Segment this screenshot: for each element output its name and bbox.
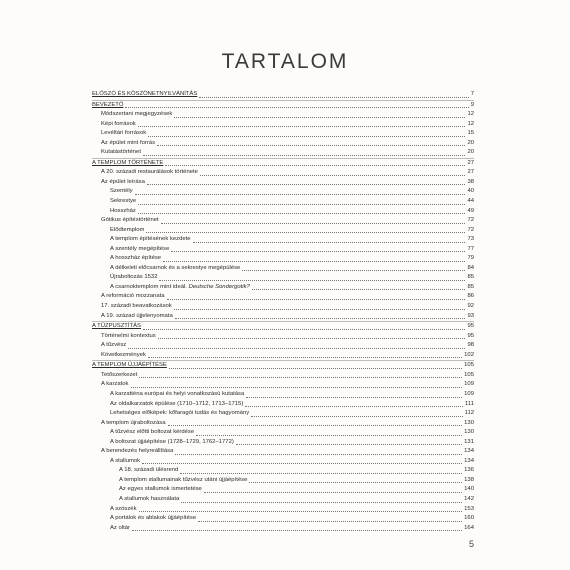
dot-leader <box>236 444 462 445</box>
toc-entry-title: Tetőszerkezet <box>101 371 138 378</box>
toc-entry-page: 27 <box>467 169 474 176</box>
toc-entry[interactable] <box>92 514 474 524</box>
toc-section-entry[interactable] <box>92 101 474 111</box>
toc-entry[interactable] <box>92 129 474 139</box>
toc-entry-page: 109 <box>464 390 474 397</box>
toc-entry-page: 134 <box>464 457 474 464</box>
dot-leader <box>242 270 465 271</box>
toc-entry[interactable] <box>92 332 474 342</box>
dot-leader <box>128 348 465 349</box>
toc-entry[interactable] <box>92 139 474 149</box>
toc-entry[interactable] <box>92 226 474 236</box>
dot-leader <box>158 338 466 339</box>
toc-entry-title: A stallumok <box>110 457 141 464</box>
toc-entry[interactable] <box>92 273 474 283</box>
toc-entry[interactable] <box>92 283 474 293</box>
toc-entry-title: Újraboltozás 1532 <box>110 274 158 281</box>
toc-entry-page: 142 <box>464 495 474 502</box>
toc-entry[interactable] <box>92 409 474 419</box>
dot-leader <box>246 397 462 398</box>
toc-entry[interactable] <box>92 390 474 400</box>
toc-entry[interactable] <box>92 371 474 381</box>
toc-entry-title: A szószék <box>110 505 137 512</box>
toc-entry-title: A tűzvész <box>101 342 127 349</box>
toc-entry-title: Sekrestye <box>110 198 137 205</box>
dot-leader <box>251 416 462 417</box>
toc-entry[interactable] <box>92 178 474 188</box>
toc-entry-page: 131 <box>464 438 474 445</box>
toc-entry[interactable] <box>92 254 474 264</box>
toc-entry[interactable] <box>92 341 474 351</box>
page-title: TARTALOM <box>221 50 349 73</box>
toc-entry-page: 86 <box>467 293 474 300</box>
toc-entry-page: 130 <box>464 429 474 436</box>
toc-entry-title: A hosszház építése <box>110 255 162 262</box>
toc-entry[interactable] <box>92 187 474 197</box>
toc-entry[interactable] <box>92 505 474 515</box>
toc-entry-page: 92 <box>467 303 474 310</box>
toc-entry-title: Az oltár <box>110 524 130 531</box>
dot-leader <box>163 261 465 262</box>
toc-entry-title: Gótikus építéstörténet <box>101 217 159 224</box>
toc-entry[interactable] <box>92 148 474 158</box>
toc-entry-page: 77 <box>467 245 474 252</box>
toc-entry-page: 105 <box>464 371 474 378</box>
toc-entry-page: 49 <box>467 207 474 214</box>
dot-leader <box>181 502 462 503</box>
toc-entry-page: 72 <box>467 217 474 224</box>
toc-entry-title: Elődtemplom <box>110 226 145 233</box>
toc-entry-page: 38 <box>467 178 474 185</box>
toc-entry-title: Lehetséges előképek: kőfaragói tudás és hagyomány <box>110 410 250 417</box>
toc-entry-page: 85 <box>467 283 474 290</box>
page-number: 5 <box>469 539 475 549</box>
dot-leader <box>159 280 465 281</box>
toc-entry[interactable] <box>92 419 474 429</box>
toc-entry-page: 134 <box>464 448 474 455</box>
dot-leader <box>169 368 462 369</box>
toc-entry-title: Az oldalkarzatok épülése (1710–1712, 1713–1715) <box>110 400 244 407</box>
toc-entry-page: 85 <box>467 274 474 281</box>
toc-entry-page: 153 <box>464 505 474 512</box>
toc-entry[interactable] <box>92 438 474 448</box>
toc-entry[interactable] <box>92 380 474 390</box>
toc-entry-title: Kutatástörténet <box>101 149 141 156</box>
toc-entry-page: 15 <box>467 130 474 137</box>
dot-leader <box>148 357 462 358</box>
dot-leader <box>175 318 466 319</box>
toc-entry[interactable] <box>92 400 474 410</box>
toc-entry-page: 130 <box>464 419 474 426</box>
toc-entry-page: 40 <box>467 188 474 195</box>
toc-entry-title: Az egyes stallumok ismertetése <box>119 486 202 493</box>
toc-entry-title: A stallumok használata <box>119 495 180 502</box>
dot-leader <box>135 194 466 195</box>
toc-entry-page: 102 <box>464 351 474 358</box>
toc-entry-title: Módszertani megjegyzések <box>101 111 173 118</box>
dot-leader <box>252 289 466 290</box>
toc-entry-page: 27 <box>467 159 474 166</box>
toc-section-entry[interactable] <box>92 361 474 371</box>
toc-entry-title: A 20. századi restaurálások története <box>101 169 198 176</box>
toc-entry[interactable] <box>92 207 474 217</box>
dot-leader <box>139 511 463 512</box>
toc-entry-title: A karzatok <box>101 381 129 388</box>
toc-entry[interactable] <box>92 466 474 476</box>
toc-entry[interactable] <box>92 302 474 312</box>
toc-entry-title: A berendezés helyreállítása <box>101 448 174 455</box>
toc-section-entry[interactable] <box>92 322 474 332</box>
toc-entry[interactable] <box>92 197 474 207</box>
toc-entry-title: A portálok és ablakok újjáépítése <box>110 515 197 522</box>
toc-entry-title: A templom újraboltozása <box>101 419 166 426</box>
dot-leader <box>174 309 466 310</box>
dot-leader <box>249 482 462 483</box>
toc-entry-page: 140 <box>464 486 474 493</box>
dot-leader <box>245 406 463 407</box>
toc-entry-title: A szentély megépítése <box>110 245 170 252</box>
toc-entry-title: A karzatténa európai és helyi vonatkozású kutatása <box>110 390 245 397</box>
toc-entry-title: BEVEZETŐ <box>92 101 124 108</box>
toc-entry-title: A tűzvész előtti boltozat kérdése <box>110 429 195 436</box>
toc-entry-title: 17. századi beavatkozások <box>101 303 172 310</box>
toc-entry[interactable] <box>92 292 474 302</box>
toc-entry-title-italic: Deutsche Sondergotik? <box>188 283 250 290</box>
dot-leader <box>148 136 465 137</box>
toc-entry-page: 95 <box>467 323 474 330</box>
dot-leader <box>200 175 466 176</box>
dot-leader <box>175 454 462 455</box>
toc-entry-title: A csarnoktemplom mint ideál. Deutsche Sondergotik? <box>110 283 250 290</box>
toc-entry-page: 9 <box>470 101 474 108</box>
dot-leader <box>146 232 465 233</box>
toc-entry-page: 72 <box>467 226 474 233</box>
dot-leader <box>138 204 465 205</box>
toc-entry[interactable] <box>92 168 474 178</box>
toc-entry-title: A TŰZPUSZTÍTÁS <box>92 323 141 330</box>
dot-leader <box>161 223 466 224</box>
toc-entry-page: 164 <box>464 524 474 531</box>
toc-entry[interactable] <box>92 264 474 274</box>
toc-entry-page: 112 <box>464 410 474 417</box>
toc-entry-title: A templom stallumainak tűzvész utáni újjáépítése <box>119 476 248 483</box>
toc-entry-page: 79 <box>467 255 474 262</box>
toc-entry-page: 20 <box>467 139 474 146</box>
dot-leader <box>147 184 466 185</box>
toc-entry-title: A 19. század újjelenyomata <box>101 312 173 319</box>
toc-entry[interactable] <box>92 476 474 486</box>
dot-leader <box>199 97 468 98</box>
toc-entry-page: 160 <box>464 515 474 522</box>
dot-leader <box>165 165 465 166</box>
toc-entry-page: 109 <box>464 381 474 388</box>
toc-entry[interactable] <box>92 428 474 438</box>
toc-entry-title: A reformáció mozzanata <box>101 293 165 300</box>
toc-entry[interactable] <box>92 120 474 130</box>
dot-leader <box>139 377 462 378</box>
toc-entry-page: 95 <box>467 332 474 339</box>
toc-entry-title: A boltozat újjáépítése (1728–1729, 1762–1772) <box>110 438 234 445</box>
toc-entry-page: 73 <box>467 236 474 243</box>
toc-entry-page: 93 <box>467 312 474 319</box>
dot-leader <box>171 251 465 252</box>
toc-entry-page: 98 <box>467 342 474 349</box>
toc-entry-title: Az épület leírása <box>101 178 145 185</box>
dot-leader <box>196 435 462 436</box>
toc-entry-page: 20 <box>467 149 474 156</box>
toc-entry-title: A TEMPLOM ÚJJÁÉPÍTÉSE <box>92 362 167 369</box>
toc-entry[interactable] <box>92 447 474 457</box>
dot-leader <box>180 473 462 474</box>
toc-entry-page: 84 <box>467 264 474 271</box>
dot-leader <box>198 521 462 522</box>
toc-entry[interactable] <box>92 495 474 505</box>
toc-entry[interactable] <box>92 312 474 322</box>
dot-leader <box>174 117 465 118</box>
dot-leader <box>167 299 466 300</box>
toc-entry-title: Az épület mint forrás <box>101 139 156 146</box>
toc-entry-page: 12 <box>467 111 474 118</box>
table-of-contents <box>92 90 474 533</box>
dot-leader <box>157 145 465 146</box>
dot-leader <box>193 242 466 243</box>
dot-leader <box>204 492 462 493</box>
toc-entry-page: 136 <box>464 467 474 474</box>
dot-leader <box>132 530 462 531</box>
toc-entry-page: 138 <box>464 476 474 483</box>
toc-entry[interactable] <box>92 216 474 226</box>
dot-leader <box>138 126 466 127</box>
toc-section-entry[interactable] <box>92 159 474 169</box>
toc-entry-title: Történelmi kontextus <box>101 332 156 339</box>
toc-entry-page: 7 <box>470 91 474 97</box>
toc-entry-title: A templom építésének kezdete <box>110 236 191 243</box>
dot-leader <box>143 329 465 330</box>
toc-entry[interactable] <box>92 351 474 361</box>
dot-leader <box>125 107 468 108</box>
toc-entry[interactable] <box>92 245 474 255</box>
toc-entry-title: Képi források <box>101 120 136 127</box>
toc-entry-page: 44 <box>467 198 474 205</box>
toc-entry-title: Szentély <box>110 188 133 195</box>
toc-entry[interactable] <box>92 110 474 120</box>
dot-leader <box>168 425 463 426</box>
toc-entry[interactable] <box>92 485 474 495</box>
dot-leader <box>143 155 465 156</box>
toc-entry-title: Következmények <box>101 351 146 358</box>
dot-leader <box>131 387 463 388</box>
toc-entry-title: Levéltári források <box>101 130 147 137</box>
toc-entry-title: Hosszház <box>110 207 136 214</box>
toc-entry[interactable] <box>92 524 474 534</box>
toc-entry[interactable] <box>92 235 474 245</box>
toc-entry-page: 12 <box>467 120 474 127</box>
toc-entry-title: A TEMPLOM TÖRTÉNETE <box>92 159 164 166</box>
toc-entry[interactable] <box>92 457 474 467</box>
toc-entry-title: A 18. századi ülésrend <box>119 467 179 474</box>
toc-entry-page: 111 <box>465 400 474 407</box>
dot-leader <box>138 213 466 214</box>
toc-section-entry[interactable] <box>92 90 474 100</box>
toc-entry-page: 105 <box>464 362 474 369</box>
toc-entry-title: ELŐSZÓ ÉS KÖSZÖNETNYILVÁNÍTÁS <box>92 91 198 97</box>
toc-entry-title: A délkeleti előcsarnok és a sekrestye megépülése <box>110 264 241 271</box>
dot-leader <box>142 463 462 464</box>
